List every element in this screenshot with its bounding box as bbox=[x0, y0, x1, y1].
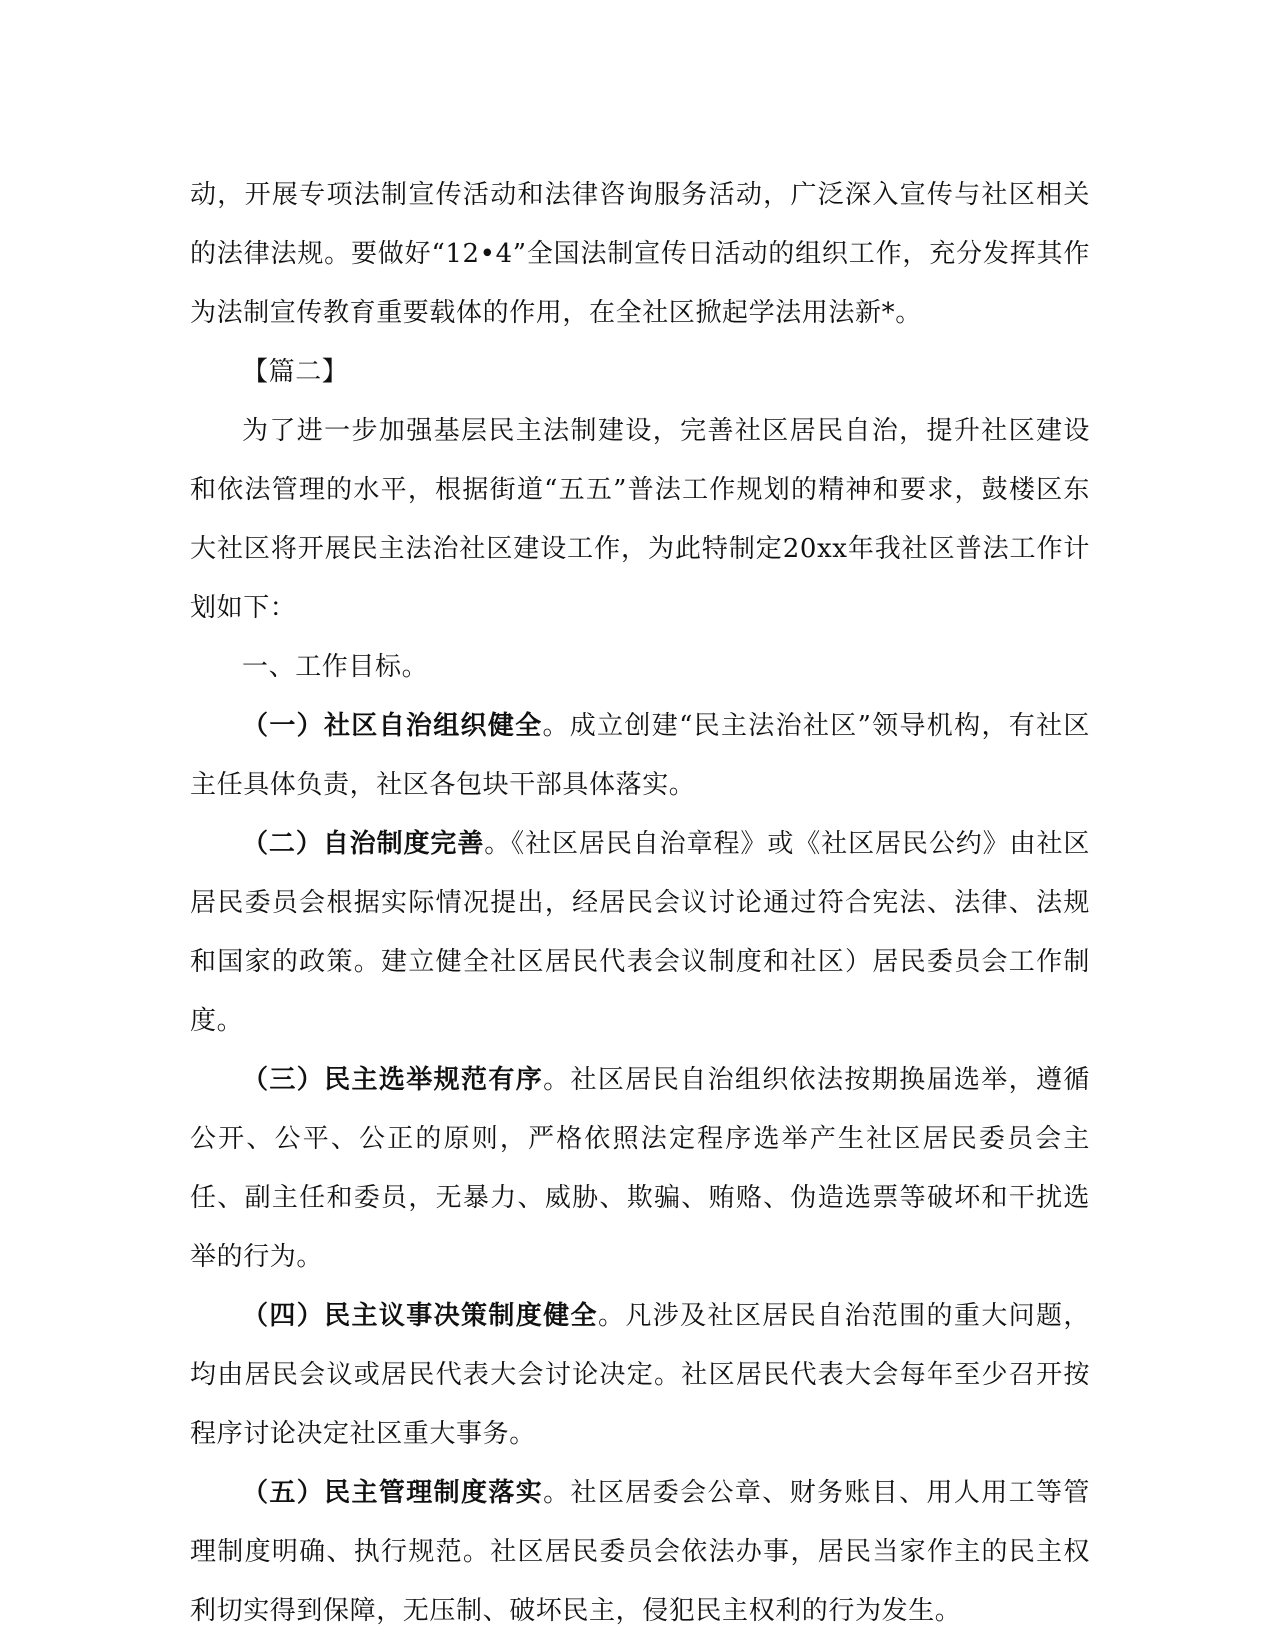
goal-item-2 bbox=[190, 815, 1090, 1051]
document-body bbox=[190, 166, 1090, 1641]
goal-item-text: 。社区居委会公章、财务账目、用人用工等管理制度明确、执行规范。社区居民委员会依法办事，居民当家作主的民主权利切实得到保障，无压制、破坏民主，侵犯民主权利的行为发生。 bbox=[190, 1478, 1090, 1626]
section-heading-goals bbox=[190, 638, 1090, 697]
goal-item-3 bbox=[190, 1051, 1090, 1287]
goal-item-heading: （一）社区自治组织健全 bbox=[242, 711, 543, 741]
goal-item-heading: （二）自治制度完善 bbox=[242, 829, 485, 859]
section-marker-text: 【篇二】 bbox=[242, 357, 349, 387]
section-marker bbox=[190, 343, 1090, 402]
goal-item-text: 。社区居民自治组织依法按期换届选举，遵循公开、公平、公正的原则，严格依照法定程序选举产生社区居民委员会主任、副主任和委员，无暴力、威胁、欺骗、贿赂、伪造选票等破坏和干扰选举的行为。 bbox=[190, 1065, 1090, 1272]
goal-item-heading: （三）民主选举规范有序 bbox=[242, 1065, 544, 1095]
goal-item-5 bbox=[190, 1464, 1090, 1641]
paragraph-text: 动，开展专项法制宣传活动和法律咨询服务活动，广泛深入宣传与社区相关的法律法规。要做好“12•4”全国法制宣传日活动的组织工作，充分发挥其作为法制宣传教育重要载体的作用，在全社区掀起学法用法新*。 bbox=[190, 180, 1090, 328]
paragraph-continuation bbox=[190, 166, 1090, 343]
paragraph-text: 为了进一步加强基层民主法制建设，完善社区居民自治，提升社区建设和依法管理的水平，根据街道“五五”普法工作规划的精神和要求，鼓楼区东大社区将开展民主法治社区建设工作，为此特制定20xx年我社区普法工作计划如下： bbox=[190, 416, 1090, 623]
goal-item-4 bbox=[190, 1287, 1090, 1464]
goal-item-text: 。成立创建“民主法治社区”领导机构，有社区主任具体负责，社区各包块干部具体落实。 bbox=[190, 711, 1090, 800]
goal-item-heading: （五）民主管理制度落实 bbox=[242, 1478, 544, 1508]
goal-item-1 bbox=[190, 697, 1090, 815]
goal-item-text: 。《社区居民自治章程》或《社区居民公约》由社区居民委员会根据实际情况提出，经居民会议讨论通过符合宪法、法律、法规和国家的政策。建立健全社区居民代表会议制度和社区）居民委员会工作制度。 bbox=[190, 829, 1090, 1036]
goal-item-heading: （四）民主议事决策制度健全 bbox=[242, 1301, 598, 1331]
paragraph-intro bbox=[190, 402, 1090, 638]
section-heading-text: 一、工作目标。 bbox=[242, 652, 429, 682]
goal-item-text: 。凡涉及社区居民自治范围的重大问题，均由居民会议或居民代表大会讨论决定。社区居民代表大会每年至少召开按程序讨论决定社区重大事务。 bbox=[190, 1301, 1090, 1449]
